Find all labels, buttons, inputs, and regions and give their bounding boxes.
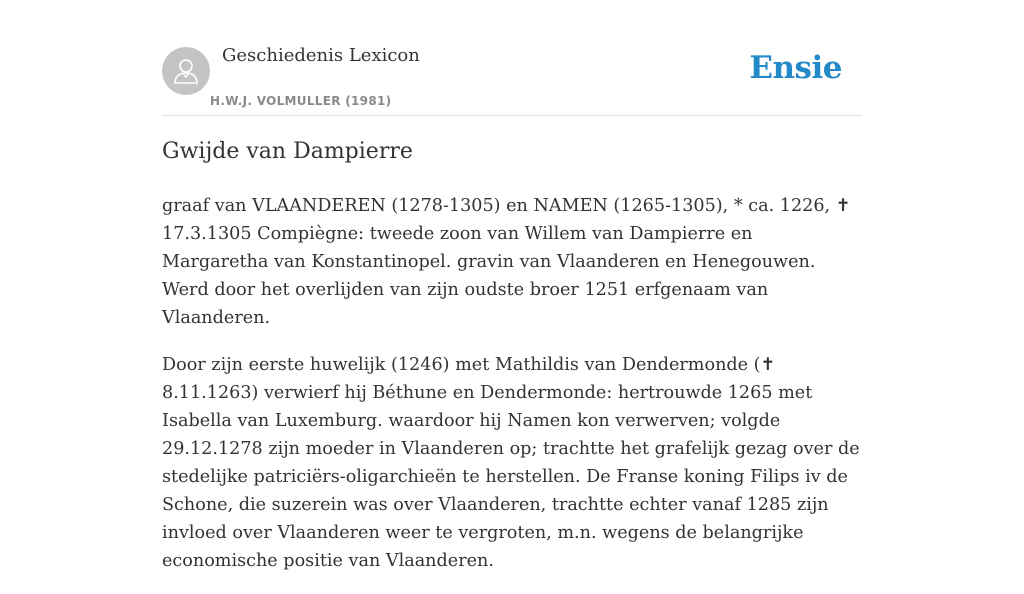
- brand-logo[interactable]: Ensie: [749, 50, 842, 86]
- source-header: [162, 0, 862, 116]
- author-line[interactable]: H.W.J. VOLMULLER (1981): [210, 94, 392, 108]
- source-title[interactable]: Geschiedenis Lexicon: [222, 45, 420, 66]
- article-body: [162, 192, 862, 594]
- article-title: Gwijde van Dampierre: [162, 139, 413, 164]
- content-container: [162, 0, 862, 571]
- article-paragraph: graaf van VLAANDEREN (1278-1305) en NAMEN (1265-1305), * ca. 1226, ✝ 17.3.1305 Compiègne: tweede zoon van Willem van Dampierre en Margaretha van Konstantinopel. gravin van Vlaanderen en Henegouwen. Werd door het overlijden van zijn oudste broer 1251 erfgenaam van Vlaanderen.: [162, 196, 851, 328]
- avatar[interactable]: [162, 47, 210, 95]
- user-icon: [173, 57, 199, 85]
- article-paragraph: Door zijn eerste huwelijk (1246) met Mathildis van Dendermonde (✝ 8.11.1263) verwierf hij Béthune en Dendermonde: hertrouwde 1265 met Isabella van Luxemburg. waardoor hij Namen kon verwerven; volgde 29.12.1278 zijn moeder in Vlaanderen op; trachtte het grafelijk gezag over de stedelijke patriciërs-oligarchieën te herstellen. De Franse koning Filips iv de Schone, die suzerein was over Vlaanderen, trachtte echter vanaf 1285 zijn invloed over Vlaanderen weer te vergroten, m.n. wegens de belangrijke economische positie van Vlaanderen.: [162, 355, 860, 571]
